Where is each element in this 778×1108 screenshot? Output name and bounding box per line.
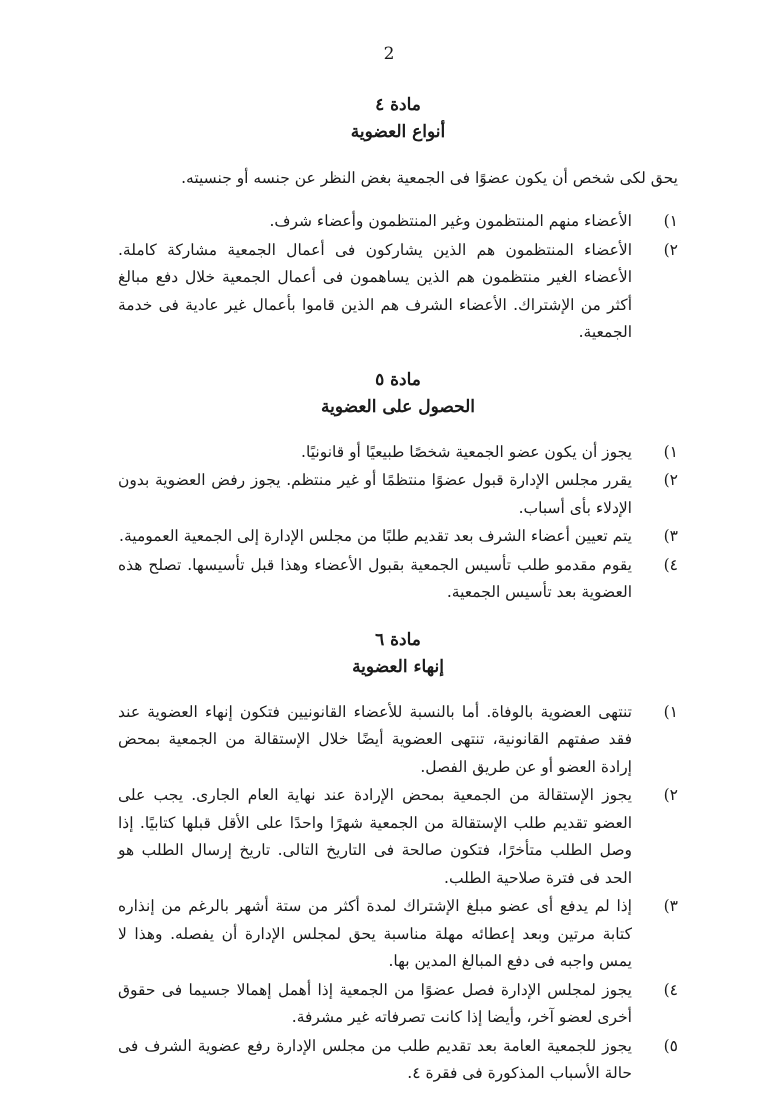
list-item (118, 467, 678, 522)
item-number: ٣) (663, 527, 678, 545)
article-5 (118, 367, 678, 607)
article-6 (118, 627, 678, 1088)
list-item (118, 893, 678, 976)
item-text: يتم تعيين أعضاء الشرف بعد تقديم طلبًا من مجلس الإدارة إلى الجمعية العمومية. (119, 527, 632, 545)
item-text: يقرر مجلس الإدارة قبول عضوًا منتظمًا أو غير منتظم. يجوز رفض العضوية بدون الإدلاء بأى أسباب. (118, 471, 632, 517)
item-text: يجوز للجمعية العامة بعد تقديم طلب من مجلس الإدارة رفع عضوية الشرف فى حالة الأسباب المذكورة فى فقرة ٤. (118, 1036, 632, 1082)
list-item (118, 782, 678, 892)
list-item (118, 977, 678, 1032)
item-number: ٢) (663, 471, 678, 489)
item-text: الأعضاء المنتظمون هم الذين يشاركون فى أعمال الجمعية مشاركة كاملة. الأعضاء الغير منتظمون هم الذين يساهمون فى أعمال الجمعية خلال دفع مبالغ أكثر من الإشتراك. الأعضاء الشرف هم الذين قاموا بأعمال غير عادية فى خدمة الجمعية. (118, 240, 632, 341)
article-label: مادة ٦ (375, 629, 421, 650)
item-number: ٢) (663, 786, 678, 804)
list-item (118, 208, 678, 236)
item-text: الأعضاء منهم المنتظمون وغير المنتظمون وأعضاء شرف. (269, 212, 632, 230)
article-intro: يحق لكى شخص أن يكون عضوًا فى الجمعية بغض النظر عن جنسه أو جنسيته. (181, 169, 678, 187)
item-number: ١) (663, 442, 678, 461)
item-text: يقوم مقدمو طلب تأسيس الجمعية بقبول الأعضاء وهذا قبل تأسيسها. تصلح هذه العضوية بعد تأسيس الجمعية. (118, 555, 632, 601)
item-number: ١) (663, 212, 678, 230)
item-number: ٤) (663, 555, 678, 574)
article-label: مادة ٥ (375, 369, 421, 390)
article-4 (118, 92, 678, 347)
item-text: تنتهى العضوية بالوفاة. أما بالنسبة للأعضاء القانونيين فتكون إنهاء العضوية عند فقد صفتهم القانونية، تنتهى العضوية أيضًا خلال الإستقالة من الجمعية بمحض إرادة العضو أو عن طريق الفصل. (118, 702, 632, 776)
item-number: ١) (663, 702, 678, 721)
list-item (118, 1033, 678, 1088)
list-item (118, 523, 678, 551)
item-number: ٢) (663, 240, 678, 259)
document-body (118, 92, 678, 1108)
article-title: أنواع العضوية (350, 122, 446, 142)
list-item (118, 552, 678, 607)
article-title: إنهاء العضوية (352, 656, 444, 677)
item-text: يجوز الإستقالة من الجمعية بمحض الإرادة عند نهاية العام الجارى. يجب على العضو تقديم طلب الإستقالة من الجمعية شهرًا واحدًا على الأقل قبلها كتابيًا. إذا وصل الطلب متأخرًا، فتكون صالحة فى التاريخ التالى. تاريخ إرسال الطلب هو الحد فى فترة صلاحية الطلب. (118, 786, 632, 887)
item-text: إذا لم يدفع أى عضو مبلغ الإشتراك لمدة أكثر من ستة أشهر بالرغم من إنذاره كتابة مرتين وبعد إعطائه مهلة مناسبة يحق لمجلس الإدارة أن يفصله. وهذا لا يمس واجبه فى دفع المبالغ المدين بها. (118, 897, 632, 970)
item-text: يجوز أن يكون عضو الجمعية شخصًا طبيعيًا أو قانونيًا. (301, 442, 632, 461)
item-number: ٣) (663, 897, 678, 915)
item-number: ٥) (663, 1036, 678, 1055)
article-label: مادة ٤ (375, 95, 421, 115)
list-item (118, 699, 678, 782)
list-item (118, 237, 678, 347)
article-title: الحصول على العضوية (320, 396, 475, 417)
item-number: ٤) (663, 980, 678, 999)
list-item (118, 439, 678, 467)
page-number: 2 (383, 44, 395, 64)
item-text: يجوز لمجلس الإدارة فصل عضوًا من الجمعية إذا أهمل إهمالا جسيما فى حقوق أخرى لعضو آخر، وأيضا إذا كانت تصرفاته غير مشرفة. (118, 980, 632, 1026)
